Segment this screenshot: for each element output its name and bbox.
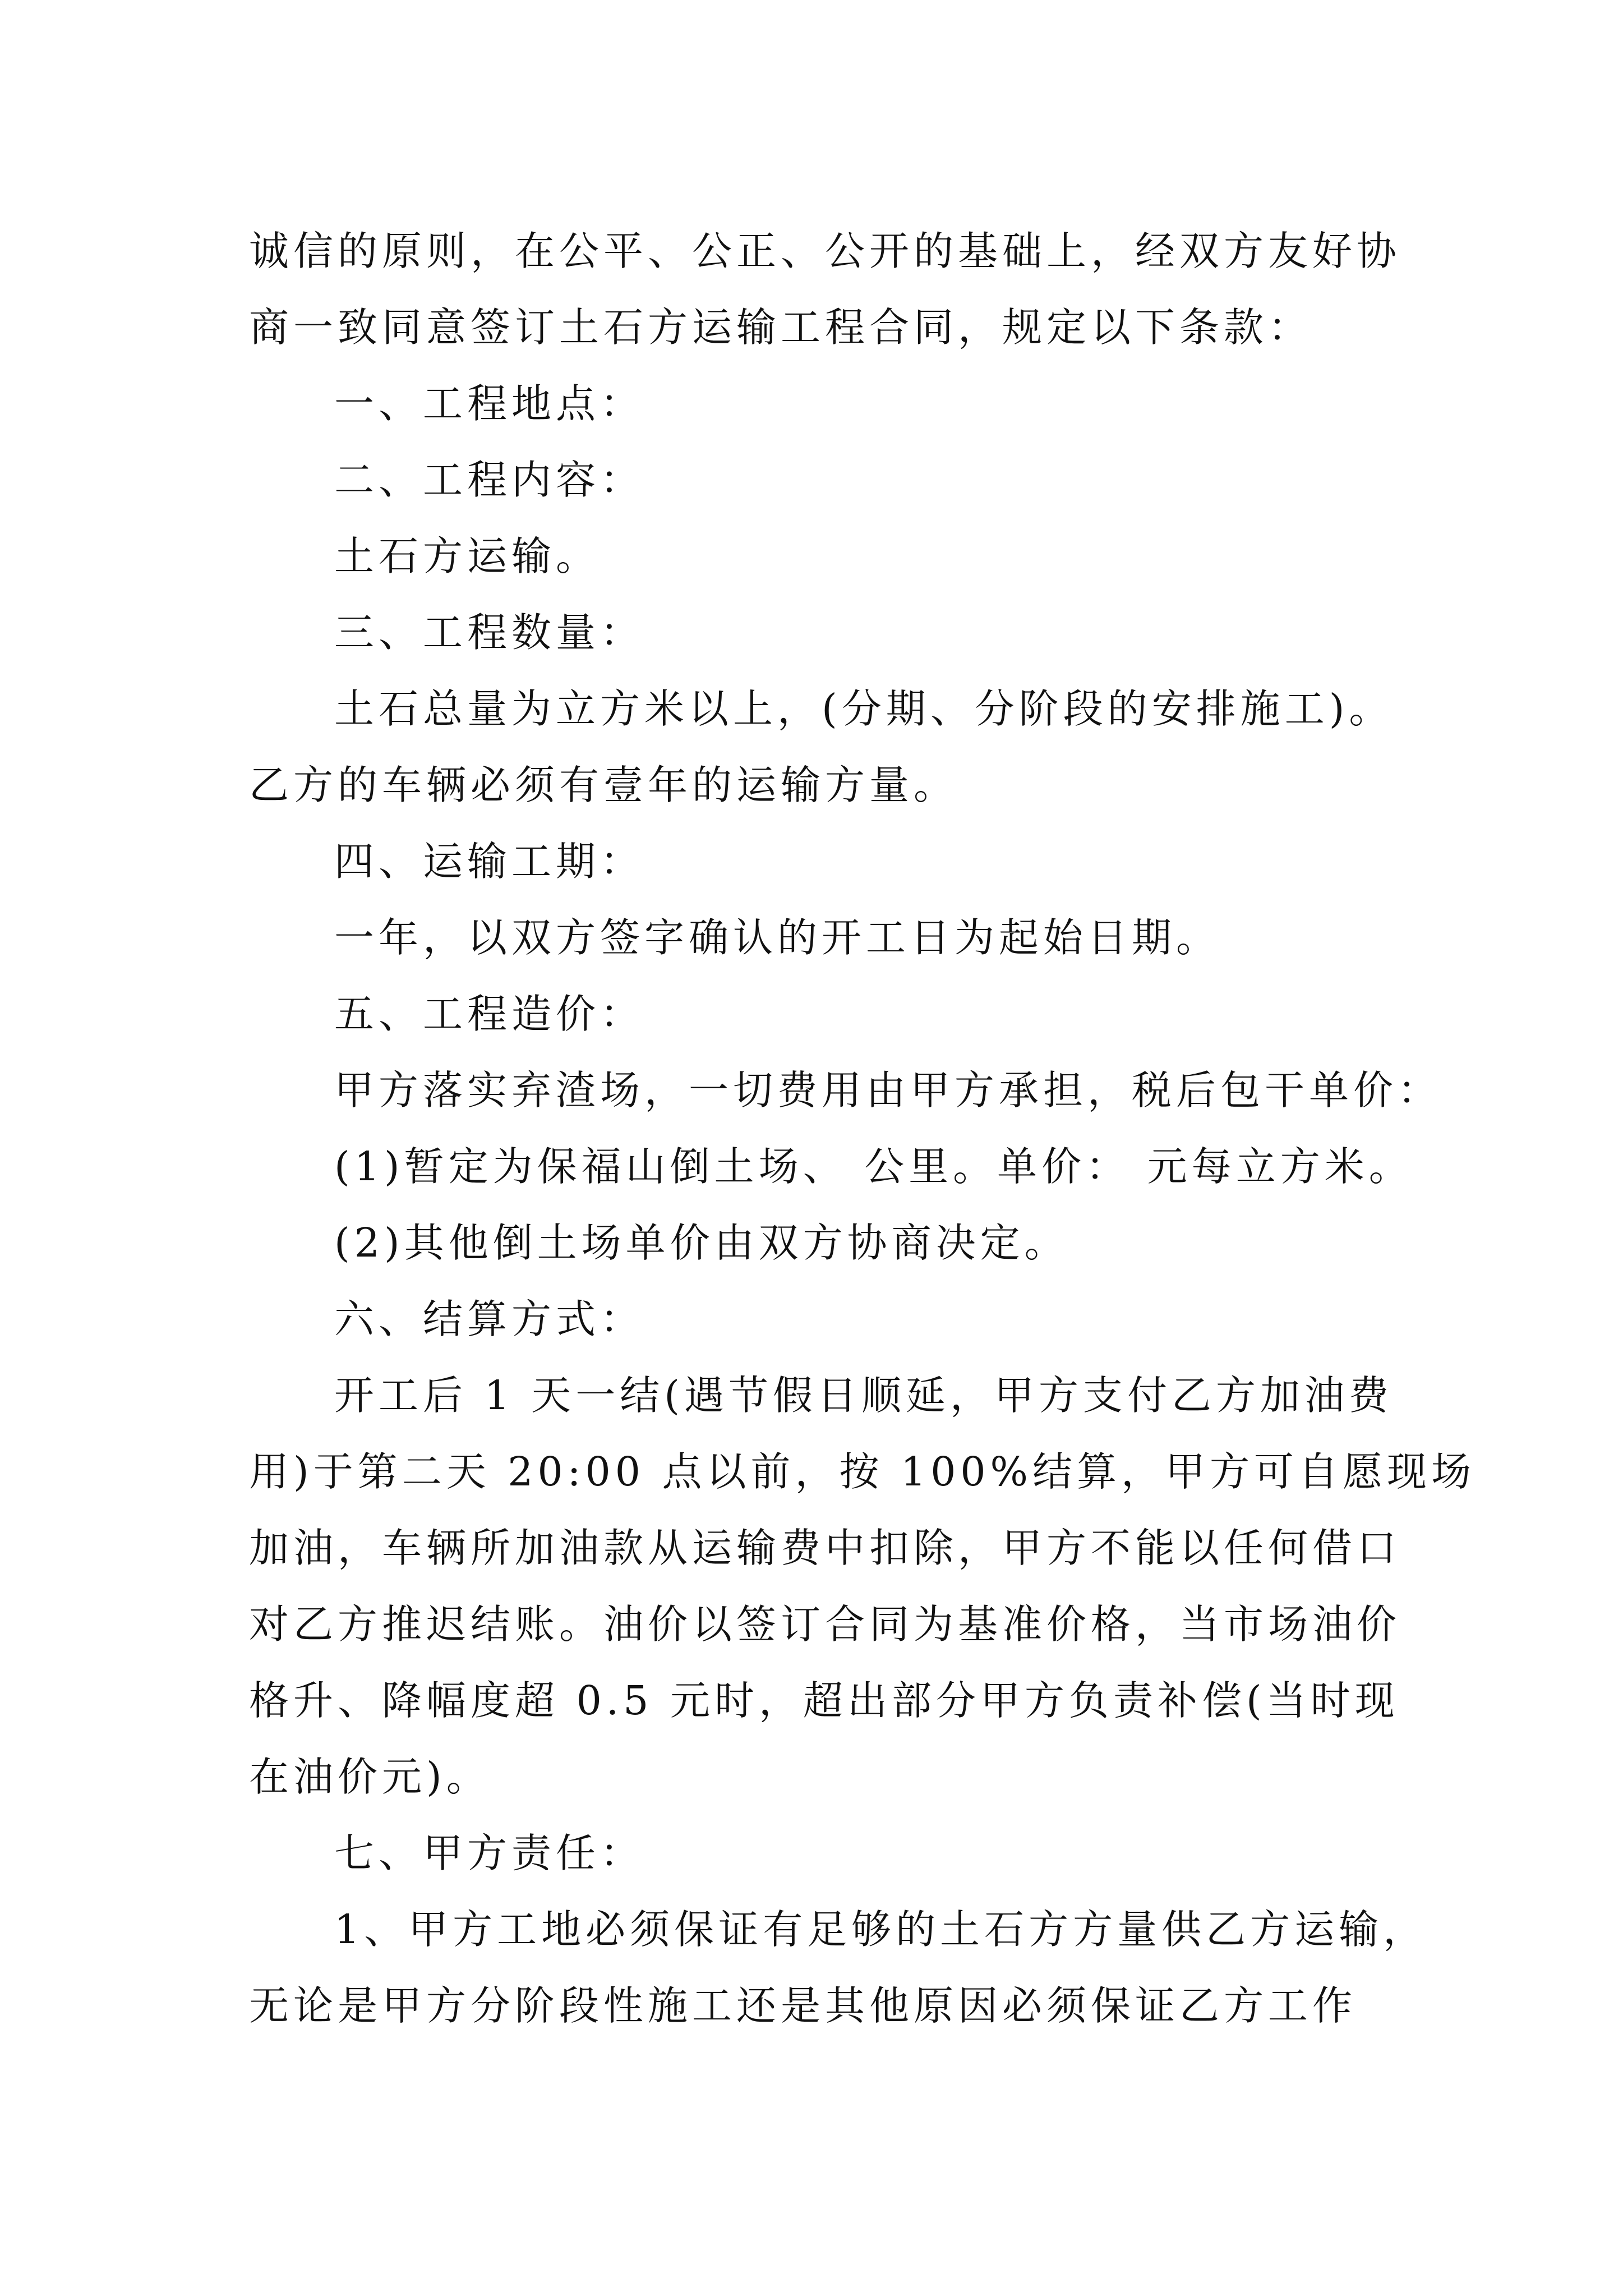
text-line: 三、工程数量： xyxy=(334,609,645,656)
text-line: 五、工程造价： xyxy=(334,991,645,1037)
text-line: 一年，以双方签字确认的开工日为起始日期。 xyxy=(334,914,1221,961)
text-line: 六、结算方式： xyxy=(334,1296,645,1342)
text-line: 诚信的原则，在公平、公正、公开的基础上，经双方友好协 xyxy=(249,228,1401,274)
text-line: 对乙方推迟结账。油价以签订合同为基准价格，当市场油价 xyxy=(249,1601,1401,1648)
contract-text xyxy=(249,213,1476,2044)
text-line: 一、工程地点： xyxy=(334,380,645,427)
text-line: 甲方落实弃渣场，一切费用由甲方承担，税后包干单价： xyxy=(334,1067,1442,1114)
text-line: (1)暂定为保福山倒土场、 公里。单价： 元每立方米。 xyxy=(334,1143,1413,1190)
text-line: 土石方运输。 xyxy=(334,533,601,579)
text-line: 乙方的车辆必须有壹年的运输方量。 xyxy=(249,762,958,808)
text-line: 四、运输工期： xyxy=(334,838,645,885)
text-line: 土石总量为立方米以上，(分期、分阶段的安排施工)。 xyxy=(334,685,1394,732)
text-line: 二、工程内容： xyxy=(334,457,645,503)
text-line: 商一致同意签订土石方运输工程合同，规定以下条款： xyxy=(249,304,1313,351)
text-line: 格升、降幅度超 0.5 元时，超出部分甲方负责补偿(当时现 xyxy=(249,1677,1399,1724)
text-line: 加油，车辆所加油款从运输费中扣除，甲方不能以任何借口 xyxy=(249,1525,1401,1571)
text-line: 在油价元)。 xyxy=(249,1754,491,1800)
text-line: (2)其他倒土场单价由双方协商决定。 xyxy=(334,1220,1069,1266)
text-line: 开工后 1 天一结(遇节假日顺延，甲方支付乙方加油费 xyxy=(334,1372,1394,1419)
text-line: 七、甲方责任： xyxy=(334,1830,645,1876)
text-line: 用)于第二天 20:00 点以前，按 100%结算，甲方可自愿现场 xyxy=(249,1448,1476,1495)
text-line: 无论是甲方分阶段性施工还是其他原因必须保证乙方工作 xyxy=(249,1982,1357,2029)
text-line: 1、甲方工地必须保证有足够的土石方方量供乙方运输， xyxy=(334,1906,1428,1953)
